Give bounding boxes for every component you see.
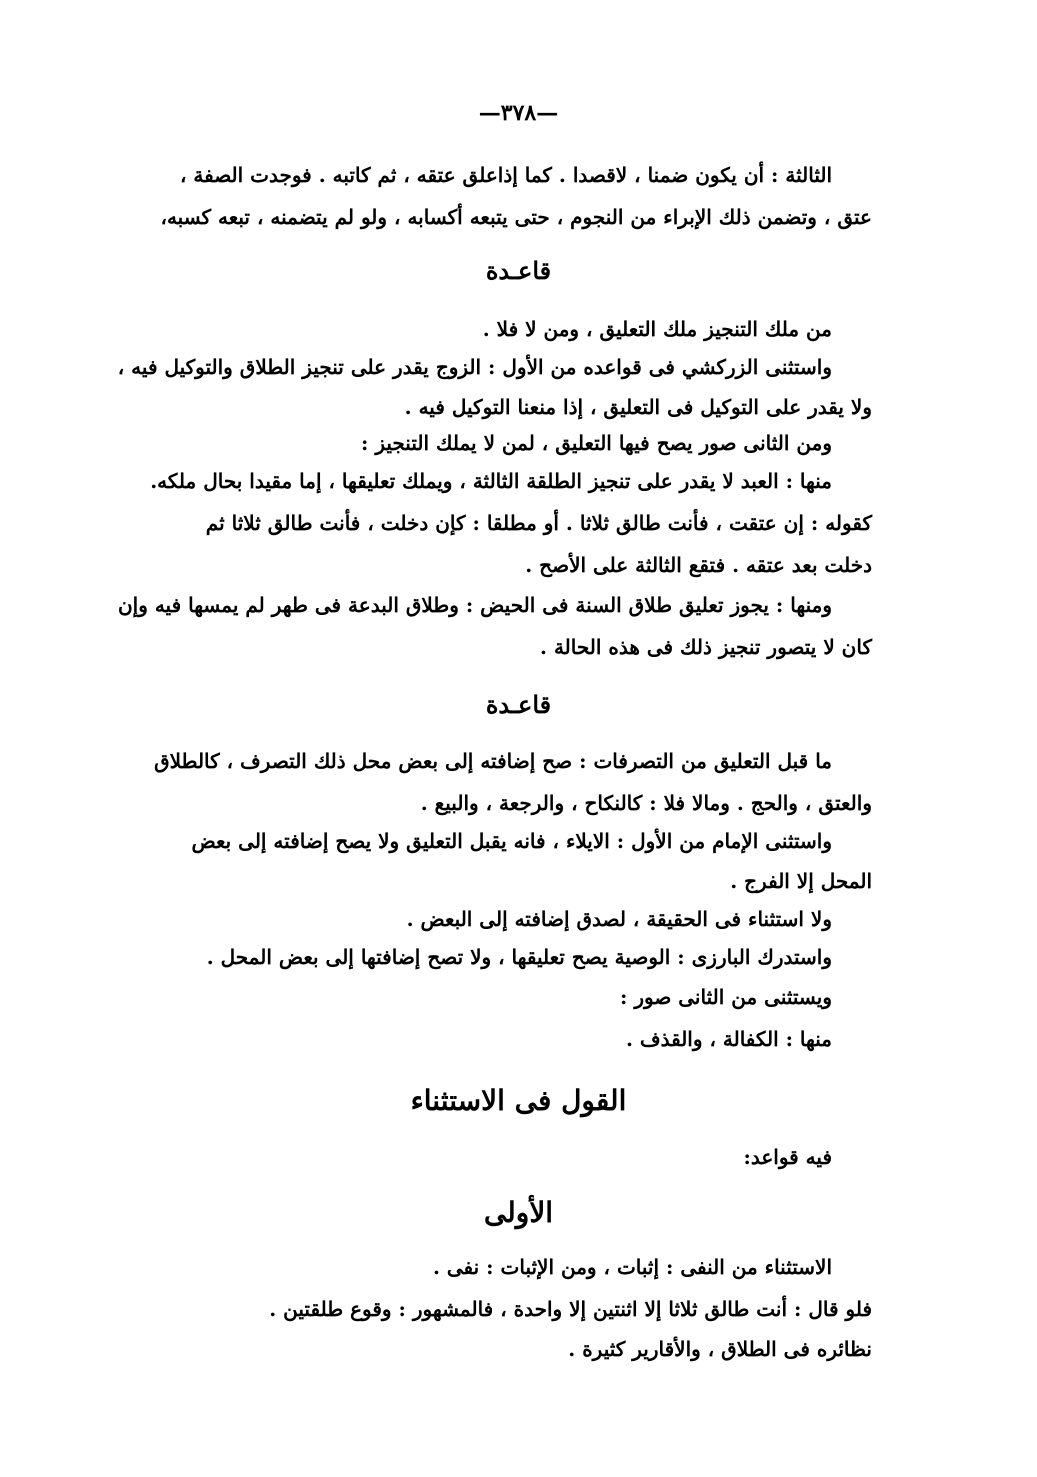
text-line: ولا استثناء فى الحقيقة ، لصدق إضافته إلى البعض . (406, 907, 832, 931)
text-line: ومنها : يجوز تعليق طلاق السنة فى الحيض : وطلاق البدعة فى طهر لم يمسها فيه وإن (117, 593, 832, 617)
intro-text: فيه قواعد: (743, 1145, 832, 1169)
text-line: كقوله : إن عتقت ، فأنت طالق ثلاثا . أو مطلقا : كإن دخلت ، فأنت طالق ثلاثا ثم (205, 511, 872, 535)
text-line: منها : الكفالة ، والقذف . (625, 1027, 832, 1051)
text-line: منها : العبد لا يقدر على تنجيز الطلقة الثالثة ، ويملك تعليقها ، إما مقيدا بحال ملكه. (150, 469, 832, 493)
section-heading: قاعـدة (485, 690, 552, 719)
text-line: ما قبل التعليق من التصرفات : صح إضافته إلى بعض محل ذلك التصرف ، كالطلاق (154, 749, 832, 773)
text-line: واستدرك البارزى : الوصية يصح تعليقها ، ولا تصح إضافتها إلى بعض المحل . (206, 945, 832, 969)
text-line: عتق ، وتضمن ذلك الإبراء من النجوم ، حتى يتبعه أكسابه ، ولو لم يتضمنه ، تبعه كسبه، (160, 205, 872, 229)
chapter-title: القول فى الاستثناء (410, 1084, 627, 1117)
text-line: والعتق ، والحج . ومالا فلا : كالنكاح ، والرجعة ، والبيع . (420, 791, 872, 815)
text-line: دخلت بعد عتقه . فتقع الثالثة على الأصح . (525, 553, 872, 577)
text-line: كان لا يتصور تنجيز ذلك فى هذه الحالة . (540, 635, 872, 659)
text-line: واستثنى الزركشي فى قواعده من الأول : الزوج يقدر على تنجيز الطلاق والتوكيل فيه ، (117, 355, 832, 379)
text-line: الاستثناء من النفى : إثبات ، ومن الإثبات : نفى . (432, 1255, 832, 1279)
text-line: ومن الثانى صور يصح فيها التعليق ، لمن لا يملك التنجيز : (360, 431, 832, 455)
text-line: ويستثنى من الثانى صور : (619, 985, 832, 1009)
text-line: فلو قال : أنت طالق ثلاثا إلا اثنتين إلا واحدة ، فالمشهور : وقوع طلقتين . (269, 1297, 872, 1321)
text-line: من ملك التنجيز ملك التعليق ، ومن لا فلا . (482, 317, 832, 341)
section-heading: قاعـدة (485, 256, 552, 285)
page-number: —٣٧٨— (478, 100, 559, 126)
section-heading: الأولى (483, 1196, 554, 1229)
text-line: ولا يقدر على التوكيل فى التعليق ، إذا منعنا التوكيل فيه . (404, 395, 872, 419)
text-line: نظائره فى الطلاق ، والأقارير كثيرة . (568, 1337, 872, 1361)
text-line: واستثنى الإمام من الأول : الايلاء ، فانه يقبل التعليق ولا يصح إضافته إلى بعض (191, 829, 832, 853)
text-line: المحل إلا الفرج . (730, 869, 872, 893)
text-line: الثالثة : أن يكون ضمنا ، لاقصدا . كما إذاعلق عتقه ، ثم كاتبه . فوجدت الصفة ، (179, 163, 832, 187)
